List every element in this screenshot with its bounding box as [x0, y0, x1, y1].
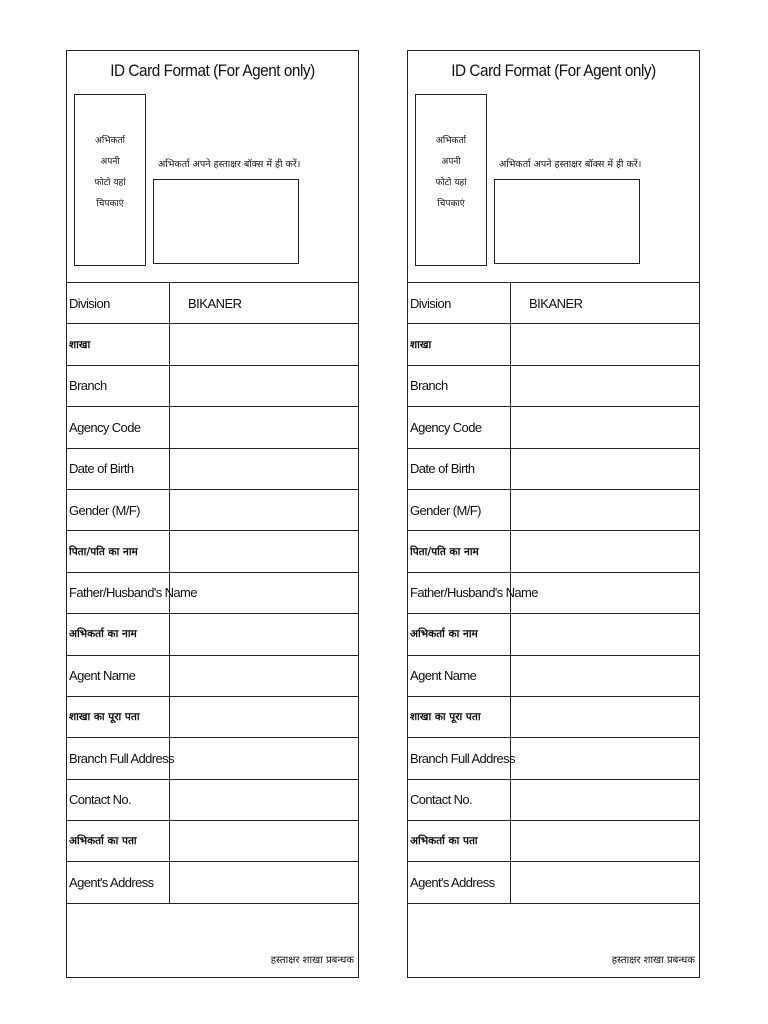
- row-label: अभिकर्ता का पता: [67, 821, 170, 861]
- row-label: Agent Name: [408, 656, 511, 696]
- card-footer: [408, 904, 699, 982]
- row-label: Gender (M/F): [408, 490, 511, 530]
- table-row: [408, 821, 699, 862]
- photo-instruction-line: अपनी: [441, 157, 461, 167]
- card-footer: [67, 904, 358, 982]
- table-row: [67, 324, 358, 365]
- signature-box[interactable]: [494, 179, 640, 264]
- row-label: शाखा: [408, 324, 511, 364]
- card-title: ID Card Format (For Agent only): [451, 61, 656, 80]
- row-label: Father/Husband's Name: [67, 573, 170, 613]
- photo-instruction-line: फोटो यहां: [94, 178, 126, 188]
- table-row: [408, 862, 699, 903]
- table-row: [408, 324, 699, 365]
- row-label: Date of Birth: [408, 449, 511, 489]
- row-label: Branch: [67, 366, 170, 406]
- row-label: पिता/पति का नाम: [67, 531, 170, 571]
- card-header: [408, 51, 699, 283]
- details-table: [67, 283, 358, 904]
- row-label: Agency Code: [408, 407, 511, 447]
- table-row: [408, 738, 699, 779]
- table-row: [67, 697, 358, 738]
- table-row: [67, 531, 358, 572]
- row-label: Branch: [408, 366, 511, 406]
- photo-box: [74, 94, 146, 266]
- row-label: Contact No.: [67, 780, 170, 820]
- row-label: शाखा का पूरा पता: [408, 697, 511, 737]
- row-label: अभिकर्ता का पता: [408, 821, 511, 861]
- row-value[interactable]: BIKANER: [529, 295, 583, 311]
- row-label: Agent's Address: [408, 862, 511, 902]
- table-row: [408, 780, 699, 821]
- photo-box: [415, 94, 487, 266]
- photo-instruction-line: फोटो यहां: [435, 178, 467, 188]
- table-row: [67, 490, 358, 531]
- row-label: Agency Code: [67, 407, 170, 447]
- table-row: [67, 449, 358, 490]
- row-label: शाखा: [67, 324, 170, 364]
- photo-instruction-line: अभिकर्ता: [436, 136, 466, 146]
- table-row: [408, 697, 699, 738]
- table-row: [408, 407, 699, 448]
- row-label: Branch Full Address: [408, 738, 511, 778]
- table-row: [408, 283, 699, 324]
- table-row: [67, 407, 358, 448]
- row-label: Division: [67, 283, 170, 323]
- photo-instruction-line: अपनी: [100, 157, 120, 167]
- table-row: [408, 614, 699, 655]
- table-row: [408, 449, 699, 490]
- row-value[interactable]: BIKANER: [188, 295, 242, 311]
- card-title: ID Card Format (For Agent only): [110, 61, 315, 80]
- branch-manager-signature-label: हस्ताक्षर शाखा प्रबन्धक: [611, 954, 695, 966]
- row-label: Gender (M/F): [67, 490, 170, 530]
- table-row: [408, 573, 699, 614]
- table-row: [408, 531, 699, 572]
- table-row: [67, 780, 358, 821]
- id-card-right: [407, 50, 700, 978]
- table-row: [67, 366, 358, 407]
- photo-instruction-line: चिपकाएं: [96, 199, 124, 209]
- photo-instruction-line: अभिकर्ता: [95, 136, 125, 146]
- row-label: अभिकर्ता का नाम: [408, 614, 511, 654]
- row-label: पिता/पति का नाम: [408, 531, 511, 571]
- table-row: [67, 614, 358, 655]
- photo-instruction-line: चिपकाएं: [437, 199, 465, 209]
- signature-instruction: अभिकर्ता अपने हस्ताक्षर बॉक्स में ही करें।: [499, 159, 642, 170]
- table-row: [67, 738, 358, 779]
- row-label: अभिकर्ता का नाम: [67, 614, 170, 654]
- signature-instruction: अभिकर्ता अपने हस्ताक्षर बॉक्स में ही करें।: [158, 159, 301, 170]
- row-label: Date of Birth: [67, 449, 170, 489]
- row-label: Father/Husband's Name: [408, 573, 511, 613]
- table-row: [67, 862, 358, 903]
- table-row: [67, 283, 358, 324]
- id-card-left: [66, 50, 359, 978]
- row-label: Division: [408, 283, 511, 323]
- row-label: Agent Name: [67, 656, 170, 696]
- table-row: [67, 573, 358, 614]
- table-row: [408, 656, 699, 697]
- branch-manager-signature-label: हस्ताक्षर शाखा प्रबन्धक: [270, 954, 354, 966]
- row-label: Branch Full Address: [67, 738, 170, 778]
- card-header: [67, 51, 358, 283]
- details-table: [408, 283, 699, 904]
- row-label: शाखा का पूरा पता: [67, 697, 170, 737]
- row-label: Contact No.: [408, 780, 511, 820]
- table-row: [408, 366, 699, 407]
- signature-box[interactable]: [153, 179, 299, 264]
- table-row: [67, 821, 358, 862]
- table-row: [408, 490, 699, 531]
- row-label: Agent's Address: [67, 862, 170, 902]
- table-row: [67, 656, 358, 697]
